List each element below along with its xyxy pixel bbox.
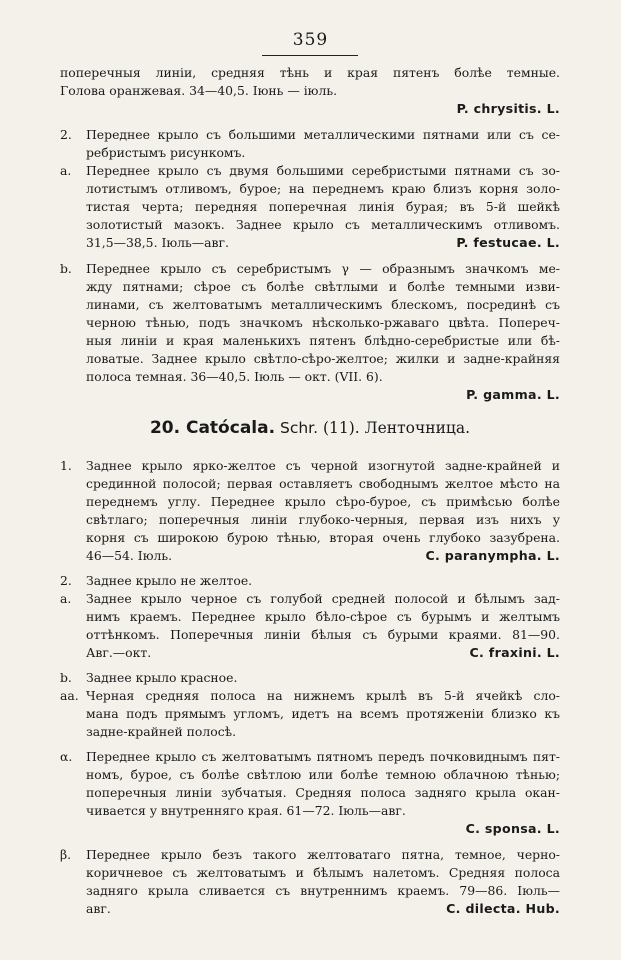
text-line: Голова оранжевая. 34—40,5. Іюнь — іюль. (60, 83, 338, 98)
couplet-2-second: 2. Заднее крыло не желтое. (60, 573, 253, 588)
couplet-b: b. Переднее крыло съ серебристымъ γ — образнымъ значкомъ ме- жду пятнами; сѣрое съ болѣе свѣтлыми и болѣе темными изви- линами, съ желтоватымъ металлическимъ блескомъ, посрединѣ съ черною тѣнью, подъ значкомъ нѣсколько-ржаваго цвѣта. Попереч- ныя линіи и края маленькихъ пятенъ блѣдно-серебристые или бѣ- ловатые. Заднее крыло свѣтло-сѣро-желтое; жилки и задне-крайняя полоса темная. 36—40,5. Іюль — окт. (VII. 6). P. gamma. L. (60, 261, 560, 402)
genus-common-name: (11). Ленточница. (322, 419, 471, 437)
couplet-a-second: a. Заднее крыло черное съ голубой средней полосой и бѣлымъ зад- нимъ краемъ. Переднее крыло бѣло-сѣрое съ бурымъ и желтымъ оттѣнкомъ. Поперечныя линіи бѣлыя съ бурыми краями. 81—90. Авг.—окт. C. fraxini. L. (60, 591, 560, 660)
genus-author: Schr. (279, 419, 319, 437)
page-number: 359 (292, 30, 329, 50)
couplet-2: 2. Переднее крыло съ большими металлическими пятнами или съ се- ребристымъ рисункомъ. (60, 127, 560, 160)
couplet-label: a. (60, 163, 72, 178)
genus-heading (60, 419, 560, 437)
couplet-alpha: α. Переднее крыло съ желтоватымъ пятномъ передъ почковиднымъ пят- номъ, бурое, съ болѣе свѣтлою или болѣе темною облачною тѣнью; поперечныя линіи зубчатыя. Средняя полоса задняго крыла окан- чивается у внутренняго края. 61—72. Іюль—авг. C. sponsa. L. (60, 749, 560, 836)
couplet-a: a. Переднее крыло съ двумя большими серебристыми пятнами съ зо- лотистымъ отливомъ, бурое; на переднемъ краю близъ корня золо- тистая черта; передняя поперечная линія бурая; въ 5-й шейкѣ золотистый мазокъ. Заднее крыло съ металлическимъ отливомъ. 31,5—38,5. Іюль—авг. P. festucae. L. (60, 163, 560, 250)
species-name: P. chrysitis. L. (456, 101, 560, 116)
species-name: C. fraxini. L. (469, 645, 560, 660)
couplet-label: 2. (60, 127, 72, 142)
header-rule (262, 55, 358, 56)
species-name: P. gamma. L. (466, 387, 560, 402)
text-line: поперечныя линіи, средняя тѣнь и края пятенъ болѣе темные. (60, 65, 560, 80)
couplet-label: 2. (60, 573, 72, 588)
couplet-beta: β. Переднее крыло безъ такого желтоватаго пятна, темное, черно- коричневое съ желтоватымъ и бѣлымъ налетомъ. Средняя полоса задняго крыла сливается съ внутреннимъ краемъ. 79—86. Іюль— авг. C. dilecta. Hub. (60, 847, 560, 916)
couplet-b-second: b. Заднее крыло красное. (60, 670, 238, 685)
couplet-aa: aa. Черная средняя полоса на нижнемъ крылѣ въ 5-й ячейкѣ сло- мана подъ прямымъ угломъ, идетъ на всемъ протяженіи близко къ задне-крайней полосѣ. (60, 688, 560, 739)
species-name: P. festucae. L. (456, 235, 560, 250)
species-name: C. sponsa. L. (465, 821, 560, 836)
couplet-label: b. (60, 670, 72, 685)
genus-name: 20. Catócala. (149, 418, 276, 438)
couplet-label: 1. (60, 458, 72, 473)
couplet-label: a. (60, 591, 72, 606)
couplet-label: aa. (60, 688, 79, 703)
species-name: C. dilecta. Hub. (446, 901, 560, 916)
page-text (60, 64, 560, 918)
couplet-label: b. (60, 261, 72, 276)
couplet-label: β. (60, 847, 72, 862)
couplet-1: 1. Заднее крыло ярко-желтое съ черной изогнутой задне-крайней и срединной полосой; первая оставляетъ свободнымъ желтое мѣсто на переднемъ углу. Переднее крыло сѣро-бурое, съ примѣсью болѣе свѣтлаго; поперечныя линіи глубоко-черныя, первая изъ нихъ у корня съ широкою бурою тѣнью, вторая очень глубоко зазубрена. 46—54. Іюль. C. paranympha. L. (60, 458, 560, 563)
species-name: C. paranympha. L. (425, 548, 560, 563)
couplet-label: α. (60, 749, 73, 764)
